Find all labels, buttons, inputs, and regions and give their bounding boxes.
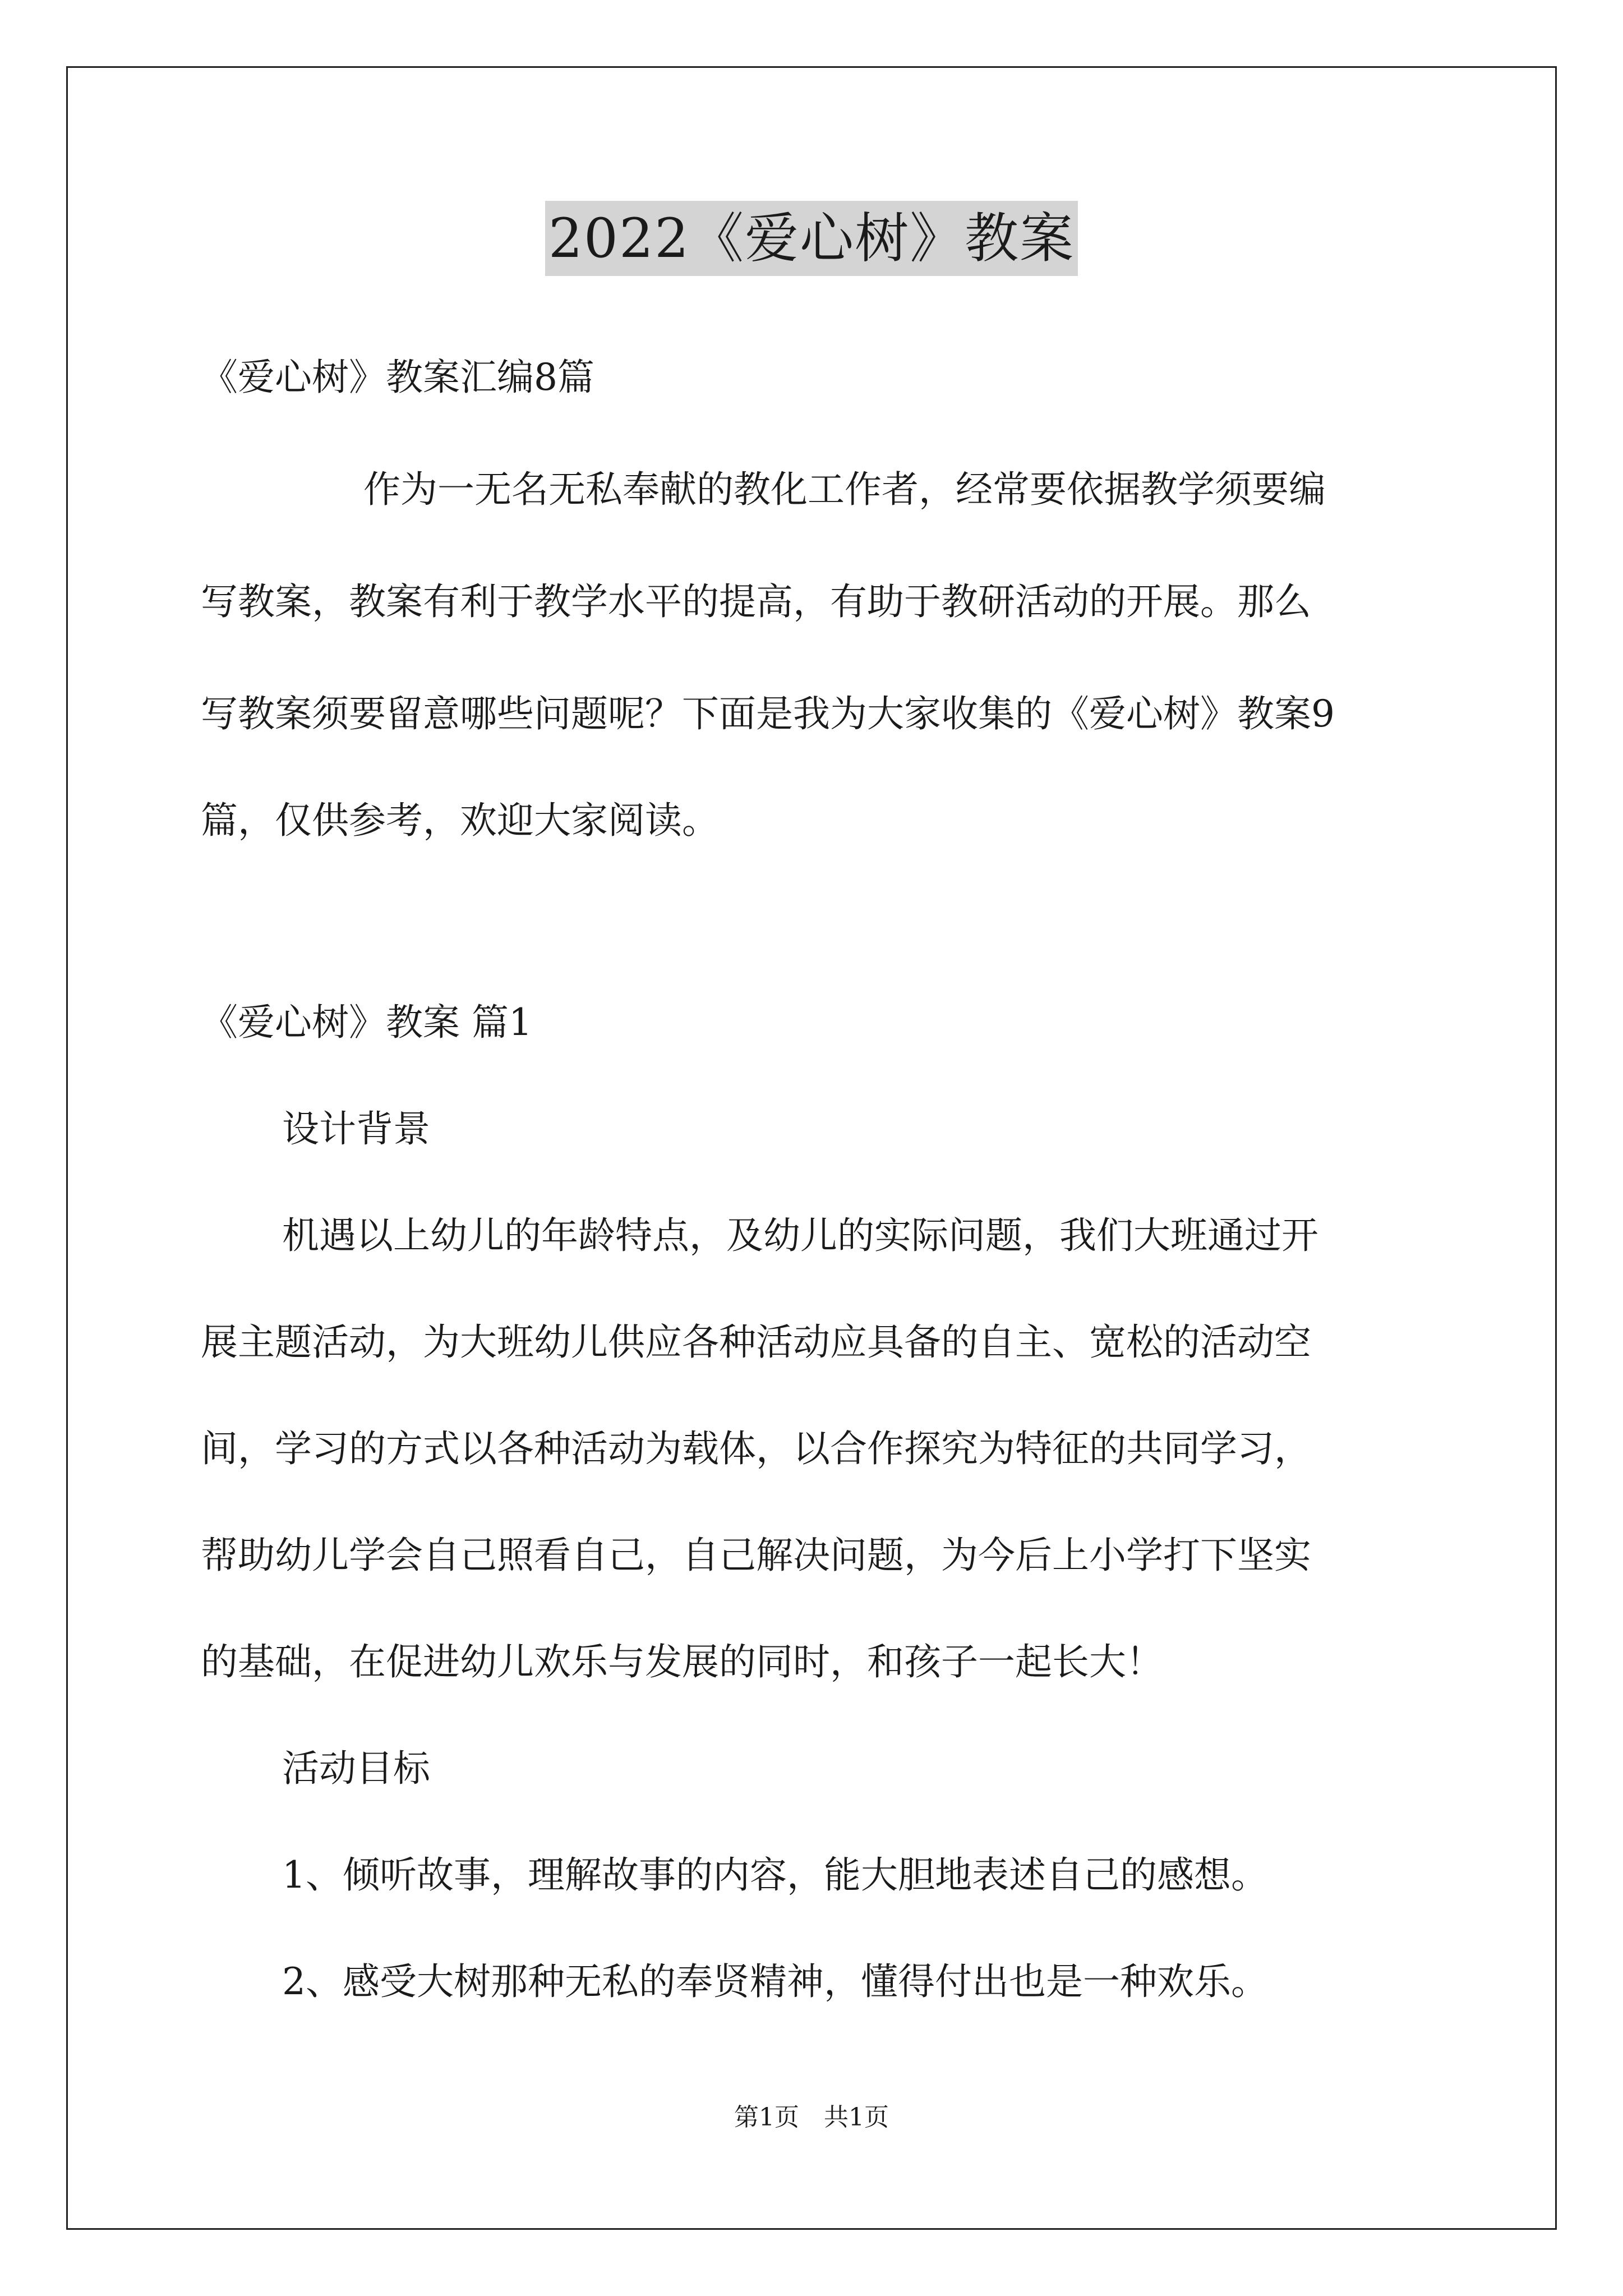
goal-item-2: 2、感受大树那种无私的奉贤精神，懂得付出也是一种欢乐。 (282, 1960, 1268, 2003)
page-footer: 第1页 共1页 (734, 2103, 889, 2132)
title-wrapper (0, 201, 1623, 276)
background-heading: 设计背景 (282, 1107, 430, 1151)
document-subtitle: 《爱心树》教案汇编8篇 (201, 356, 594, 399)
goals-heading: 活动目标 (282, 1747, 430, 1790)
background-line-4: 帮助幼儿学会自己照看自己，自己解决问题，为今后上小学打下坚实 (201, 1534, 1311, 1577)
intro-line-4: 篇，仅供参考，欢迎大家阅读。 (201, 799, 719, 842)
background-line-2: 展主题活动，为大班幼儿供应各种活动应具备的自主、宽松的活动空 (201, 1320, 1311, 1364)
intro-line-3: 写教案须要留意哪些问题呢？下面是我为大家收集的《爱心树》教案9 (201, 692, 1335, 735)
background-line-5: 的基础，在促进幼儿欢乐与发展的同时，和孩子一起长大！ (201, 1640, 1163, 1683)
background-line-1: 机遇以上幼儿的年龄特点，及幼儿的实际问题，我们大班通过开 (282, 1214, 1318, 1257)
intro-line-1: 作为一无名无私奉献的教化工作者，经常要依据教学须要编 (363, 468, 1326, 511)
intro-line-2: 写教案，教案有利于教学水平的提高，有助于教研活动的开展。那么 (201, 580, 1311, 623)
document-title: 2022《爱心树》教案 (545, 201, 1078, 276)
background-line-3: 间，学习的方式以各种活动为载体，以合作探究为特征的共同学习， (201, 1427, 1311, 1470)
goal-item-1: 1、倾听故事，理解故事的内容，能大胆地表述自己的感想。 (282, 1853, 1268, 1897)
section-heading: 《爱心树》教案 篇1 (201, 1001, 532, 1044)
